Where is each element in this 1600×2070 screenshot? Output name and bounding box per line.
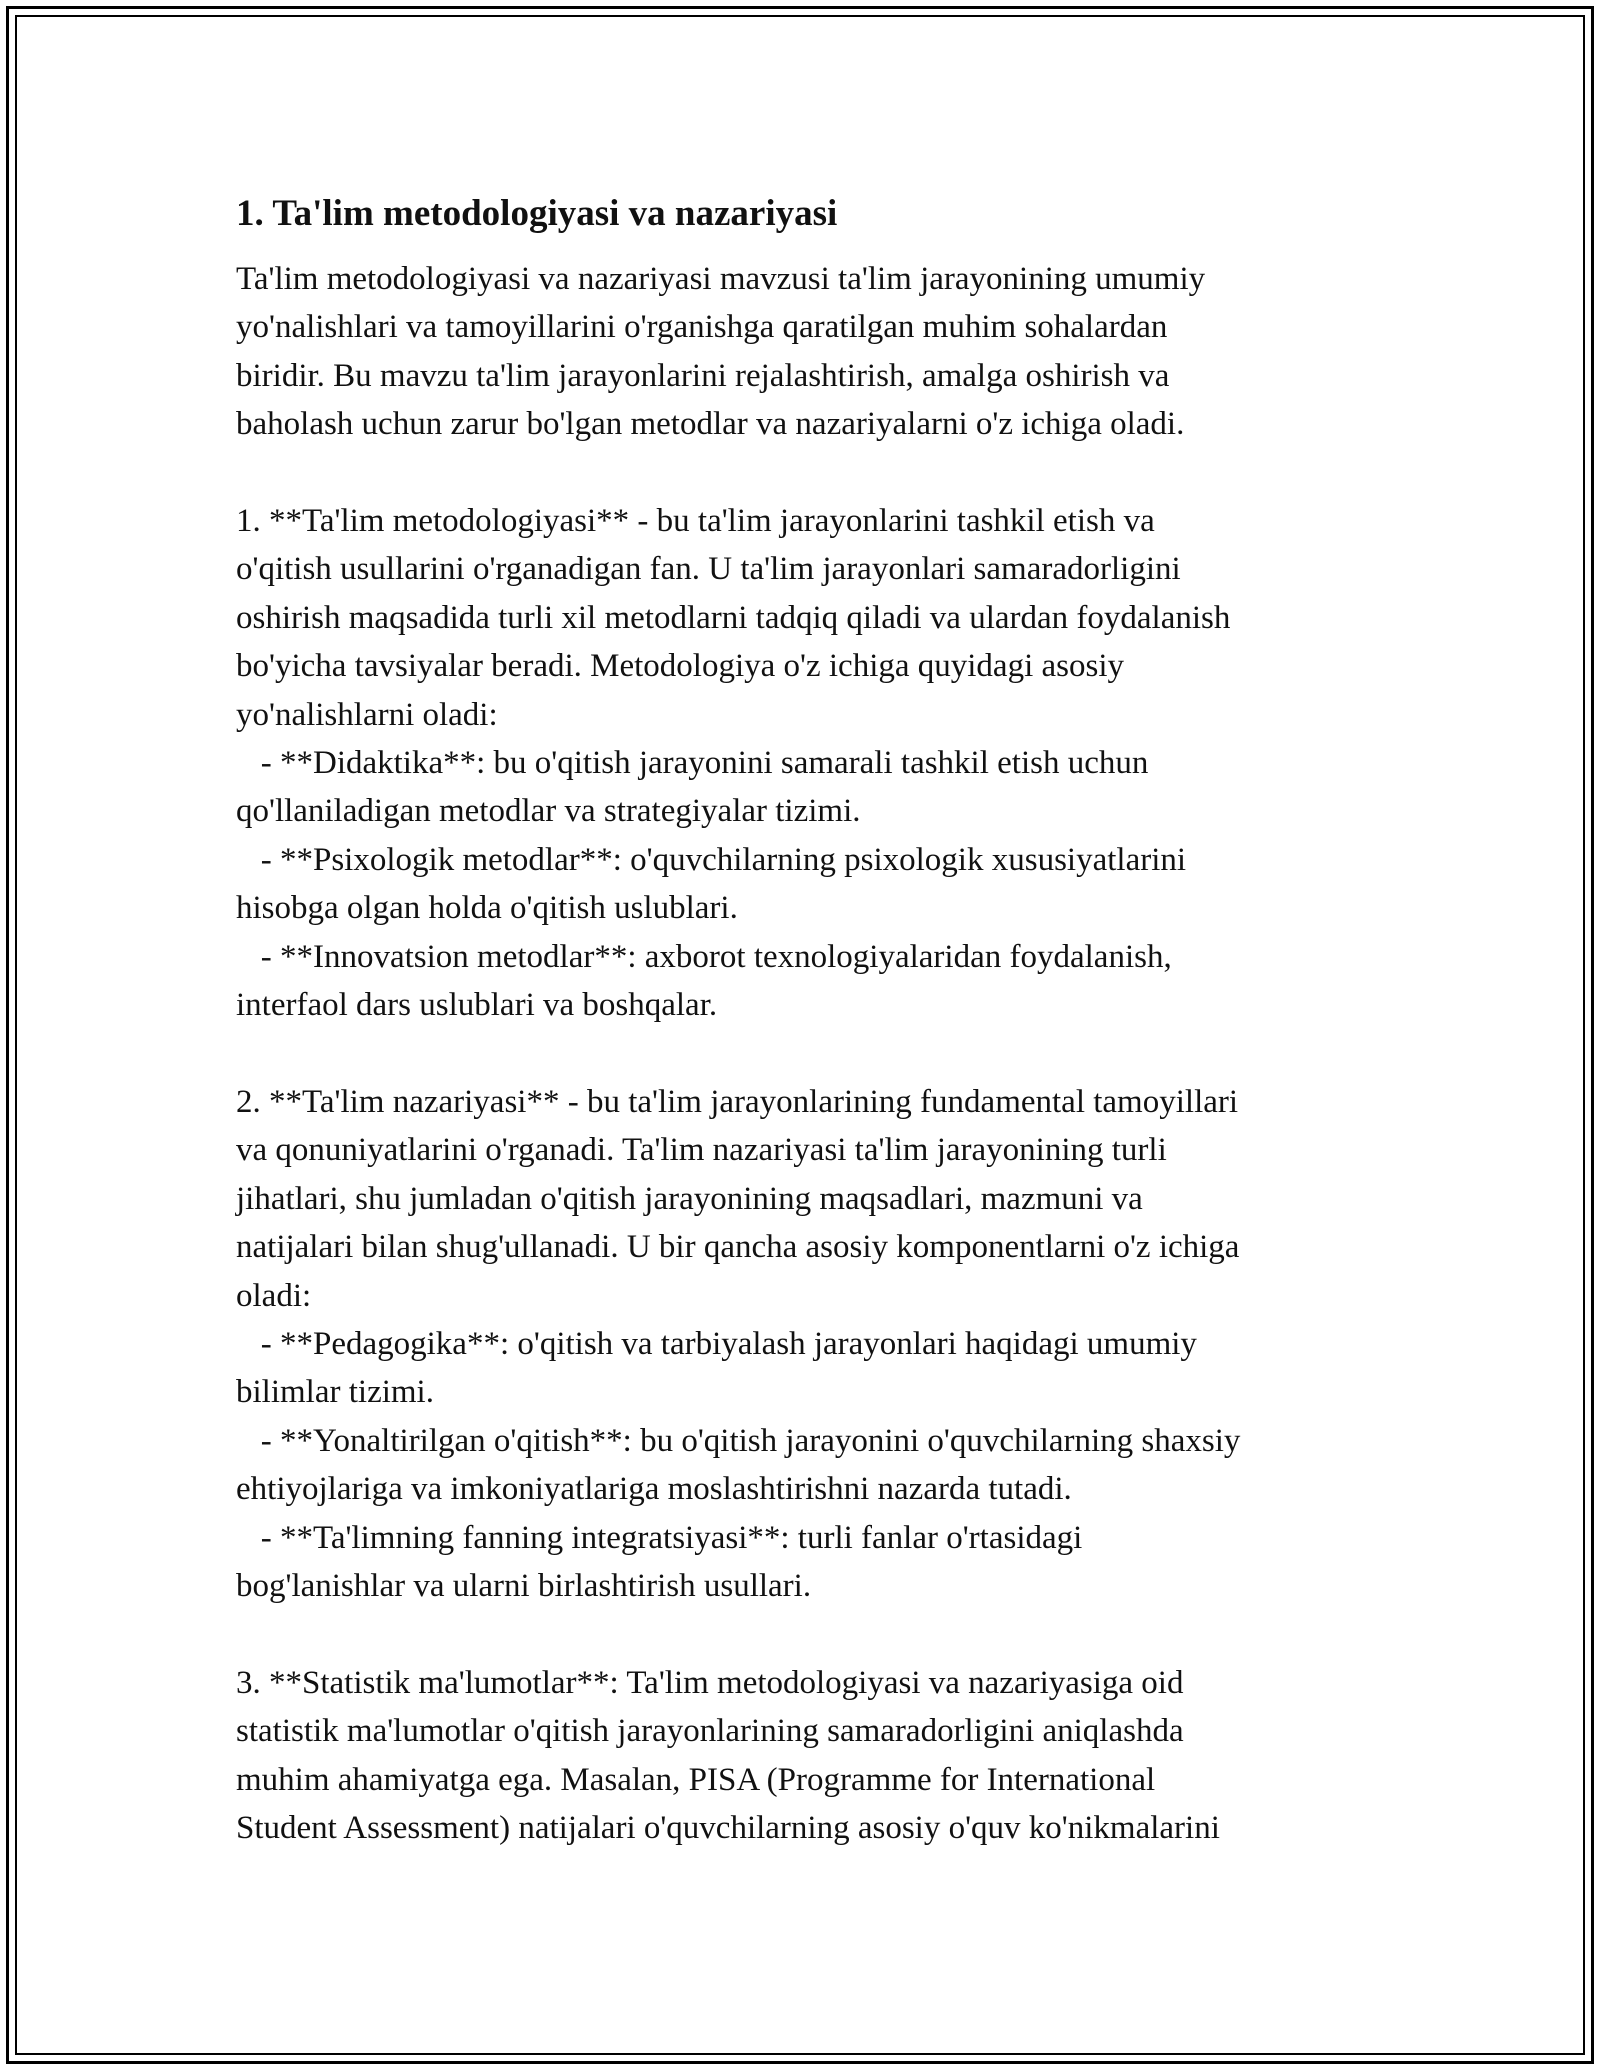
text-line: hisobga olgan holda o'qitish uslublari. [236,890,738,927]
text-line: yo'nalishlari va tamoyillarini o'rganishga qaratilgan muhim sohalardan [236,309,1168,346]
list-item-line: - **Pedagogika**: o'qitish va tarbiyalash jarayonlari haqidagi umumiy [236,1325,1197,1362]
list-item-line: - **Ta'limning fanning integratsiyasi**: turli fanlar o'rtasidagi [236,1519,1083,1556]
text-line: bilimlar tizimi. [236,1374,434,1411]
text-line: Student Assessment) natijalari o'quvchilarning asosiy o'quv ko'nikmalarini [236,1809,1220,1846]
text-line: biridir. Bu mavzu ta'lim jarayonlarini rejalashtirish, amalga oshirish va [236,357,1170,394]
paragraph-gap [236,1029,1386,1077]
text-line: yo'nalishlarni oladi: [236,696,498,733]
text-line: va qonuniyatlarini o'rganadi. Ta'lim nazariyasi ta'lim jarayonining turli [236,1132,1167,1169]
list-item-line: - **Innovatsion metodlar**: axborot texnologiyalaridan foydalanish, [236,938,1172,975]
text-line: Ta'lim metodologiyasi va nazariyasi mavzusi ta'lim jarayonining umumiy [236,261,1206,297]
text-line: bog'lanishlar va ularni birlashtirish usullari. [236,1567,812,1604]
paragraph-gap [236,1610,1386,1658]
text-line: natijalari bilan shug'ullanadi. U bir qancha asosiy komponentlarni o'z ichiga [236,1229,1240,1266]
text-line: jihatlari, shu jumladan o'qitish jarayonining maqsadlari, mazmuni va [236,1180,1143,1217]
text-line: o'qitish usullarini o'rganadigan fan. U ta'lim jarayonlari samaradorligini [236,551,1181,588]
list-item-line: - **Didaktika**: bu o'qitish jarayonini samarali tashkil etish uchun [236,745,1149,782]
list-item-line: - **Psixologik metodlar**: o'quvchilarning psixologik xususiyatlarini [236,841,1187,878]
text-line: muhim ahamiyatga ega. Masalan, PISA (Programme for International [236,1761,1156,1798]
text-line: 1. **Ta'lim metodologiyasi** - bu ta'lim jarayonlarini tashkil etish va [236,503,1155,540]
text-line: bo'yicha tavsiyalar beradi. Metodologiya o'z ichiga quyidagi asosiy [236,648,1124,685]
text-line: qo'llaniladigan metodlar va strategiyalar tizimi. [236,793,861,830]
methodology-paragraph [236,497,1386,1078]
section-heading: 1. Ta'lim metodologiyasi va nazariyasi [236,193,838,234]
document-page [236,187,1386,1852]
intro-paragraph [236,255,1386,497]
list-item-line: - **Yonaltirilgan o'qitish**: bu o'qitish jarayonini o'quvchilarning shaxsiy [236,1422,1241,1459]
statistics-paragraph [236,1659,1386,1853]
text-line: baholash uchun zarur bo'lgan metodlar va nazariyalarni o'z ichiga oladi. [236,406,1185,443]
text-line: ehtiyojlariga va imkoniyatlariga moslashtirishni nazarda tutadi. [236,1471,1072,1508]
text-line: 3. **Statistik ma'lumotlar**: Ta'lim metodologiyasi va nazariyasiga oid [236,1664,1184,1701]
text-line: statistik ma'lumotlar o'qitish jarayonlarining samaradorligini aniqlashda [236,1713,1184,1750]
paragraph-gap [236,449,1386,497]
text-line: 2. **Ta'lim nazariyasi** - bu ta'lim jarayonlarining fundamental tamoyillari [236,1083,1239,1120]
text-line: interfaol dars uslublari va boshqalar. [236,987,718,1024]
text-line: oshirish maqsadida turli xil metodlarni tadqiq qiladi va ulardan foydalanish [236,599,1231,636]
text-line: oladi: [236,1277,312,1314]
theory-paragraph [236,1078,1386,1659]
